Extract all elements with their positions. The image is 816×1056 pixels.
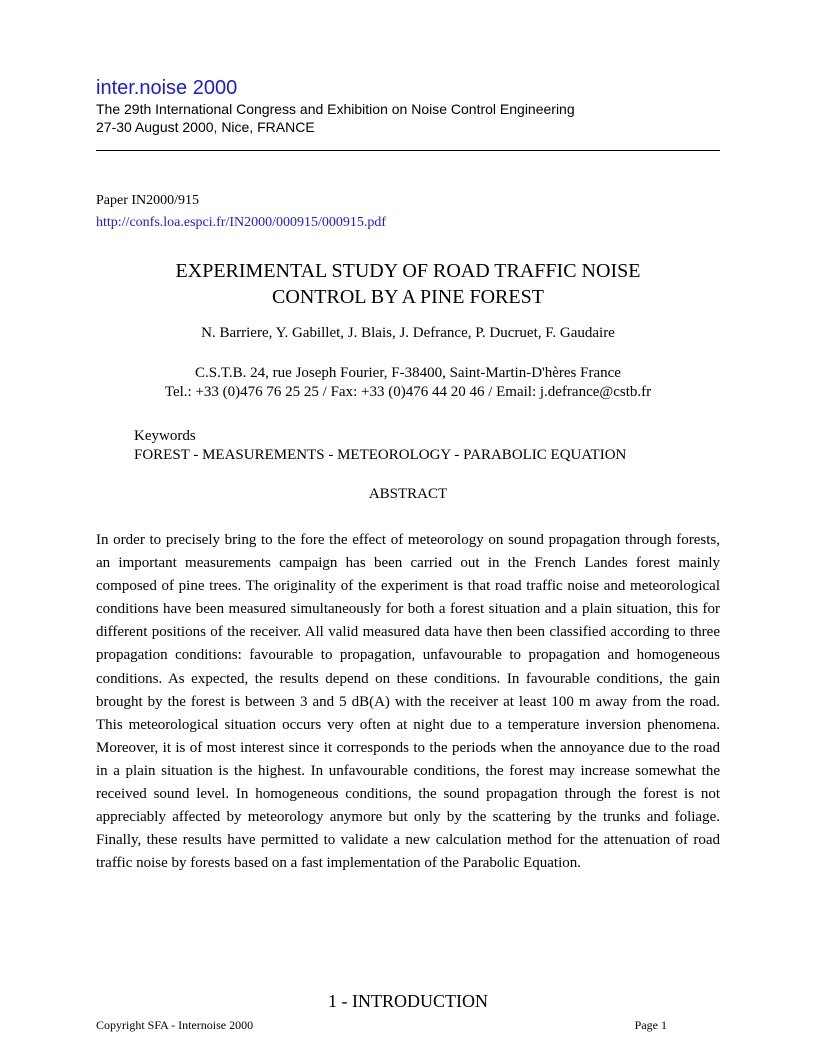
paper-id: Paper IN2000/915 [96, 193, 200, 208]
title-line-2: CONTROL BY A PINE FOREST [272, 286, 544, 308]
affiliation-address: C.S.T.B. 24, rue Joseph Fourier, F-38400, Saint-Martin-D'hères France [195, 365, 621, 381]
date-place: 27-30 August 2000, Nice, FRANCE [96, 119, 315, 135]
keywords-block [134, 427, 734, 465]
conference-header [96, 76, 720, 136]
keywords-label: Keywords [134, 428, 196, 444]
abstract-heading: ABSTRACT [368, 486, 448, 502]
authors: N. Barriere, Y. Gabillet, J. Blais, J. Defrance, P. Ducruet, F. Gaudaire [201, 325, 615, 341]
conference-name: inter.noise 2000 [96, 77, 238, 99]
footer-page-number: Page 1 [634, 1018, 667, 1032]
footer-copyright: Copyright SFA - Internoise 2000 [96, 1018, 254, 1032]
paper-title [96, 258, 720, 310]
header-divider [96, 150, 720, 151]
title-line-1: EXPERIMENTAL STUDY OF ROAD TRAFFIC NOISE [175, 260, 641, 282]
abstract-text: In order to precisely bring to the fore the effect of meteorology on sound propagation through forests, an important measurements campaign has been carried out in the French Landes forest mainly composed of pine trees. The originality of the experiment is that road traffic noise and meteorological conditions have been measured simultaneously for both a forest situation and a plain situation, this for different positions of the receiver. All valid measured data have then been classified according to three propagation conditions: favourable to propagation, unfavourable to propagation and homogeneous conditions. As expected, the results depend on these conditions. In favourable conditions, the gain brought by the forest is between 3 and 5 dB(A) with the receiver at least 100 m away from the road. This meteorological situation occurs very often at night due to a temperature inversion phenomena. Moreover, it is of most interest since it corresponds to the periods when the annoyance due to the road in a plain situation is the highest. In unfavourable conditions, the forest may increase somewhat the received sound level. In homogeneous conditions, the sound propagation through the forest is not appreciably affected by meteorology anymore but only by the scattering by the trunks and foliage. Finally, these results have permitted to validate a new calculation method for the attenuation of road traffic noise by forests based on a fast implementation of the Parabolic Equation. [96, 532, 720, 872]
affiliation-contact: Tel.: +33 (0)476 76 25 25 / Fax: +33 (0)476 44 20 46 / Email: j.defrance@cstb.fr [164, 384, 652, 400]
keywords-list: FOREST - MEASUREMENTS - METEOROLOGY - PARABOLIC EQUATION [134, 447, 627, 463]
paper-url-link[interactable]: http://confs.loa.espci.fr/IN2000/000915/000915.pdf [96, 215, 387, 230]
affiliation [96, 364, 720, 402]
section-heading-introduction: 1 - INTRODUCTION [328, 991, 488, 1011]
congress-line: The 29th International Congress and Exhibition on Noise Control Engineering [96, 101, 575, 117]
